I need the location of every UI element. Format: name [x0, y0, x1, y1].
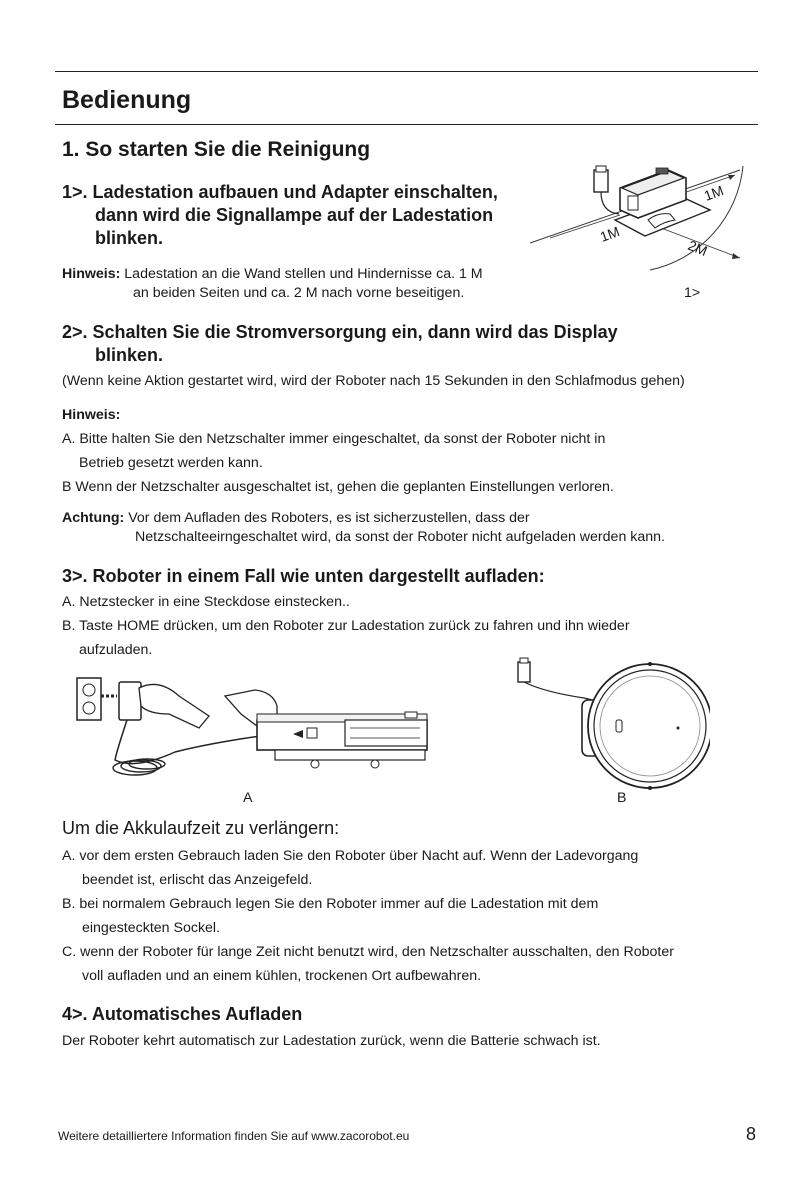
page-title: Bedienung — [62, 86, 192, 114]
figure-a-charging-side-view — [75, 668, 430, 786]
dim-1m-left: 1M — [597, 223, 622, 245]
figure-a-label: A — [243, 790, 253, 806]
page-number: 8 — [746, 1124, 757, 1144]
charging-station-clearance-figure — [530, 158, 800, 283]
step4-heading: 4>. Automatisches Aufladen — [62, 1004, 303, 1024]
step2-heading: 2>. Schalten Sie die Stromversorgung ein, dann wird das Display blinken. — [62, 322, 618, 365]
step2-note: Hinweis: A. Bitte halten Sie den Netzschalter immer eingeschaltet, da sonst der Roboter nicht in Betrieb gesetzt werden kann. B Wenn der Netzschalter ausgeschaltet ist, gehen die geplanten Einstellungen verloren. — [62, 407, 614, 495]
step2-caution: Achtung: Vor dem Aufladen des Roboters, es ist sicherzustellen, dass der Netzschalteeirngeschaltet wird, da sonst der Roboter nicht aufgeladen werden kann. — [62, 510, 665, 545]
step3-list: A. Netzstecker in eine Steckdose einstecken.. B. Taste HOME drücken, um den Roboter zur Ladestation zurück zu fahren und ihn wieder aufzuladen. — [62, 594, 630, 658]
battery-heading: Um die Akkulaufzeit zu verlängern: — [62, 818, 340, 838]
top-rule — [55, 71, 758, 72]
figure-b-label: B — [617, 790, 627, 806]
step1-note: Hinweis: Ladestation an die Wand stellen und Hindernisse ca. 1 M an beiden Seiten und ca. 2 M nach vorne beseitigen. — [62, 266, 483, 301]
figure-1-label: 1> — [684, 285, 701, 301]
figure-b-robot-on-station — [510, 652, 710, 792]
footer-text: Weitere detailliertere Information finden Sie auf www.zacorobot.eu — [58, 1129, 410, 1143]
step2-paren-note: (Wenn keine Aktion gestartet wird, wird der Roboter nach 15 Sekunden in den Schlafmodus gehen) — [62, 373, 685, 389]
step3-heading: 3>. Roboter in einem Fall wie unten dargestellt aufladen: — [62, 566, 545, 586]
step4-text: Der Roboter kehrt automatisch zur Ladestation zurück, wenn die Batterie schwach ist. — [62, 1033, 601, 1049]
dim-2m: 2M — [685, 236, 710, 260]
dim-1m-right: 1M — [701, 182, 726, 204]
section-title: 1. So starten Sie die Reinigung — [62, 138, 371, 161]
title-rule — [55, 124, 758, 125]
battery-list: A. vor dem ersten Gebrauch laden Sie den Roboter über Nacht auf. Wenn der Ladevorgang beendet ist, erlischt das Anzeigefeld. B. bei normalem Gebrauch legen Sie den Roboter immer auf die Ladestation mit dem eingesteckten Sockel. C. wenn der Roboter für lange Zeit nicht benutzt wird, den Netzschalter ausschalten, den Roboter voll aufladen und an einem kühlen, trockenen Ort aufbewahren. — [62, 848, 674, 984]
step1-heading: 1>. Ladestation aufbauen und Adapter einschalten, dann wird die Signallampe auf der Ladestation blinken. — [62, 182, 498, 248]
